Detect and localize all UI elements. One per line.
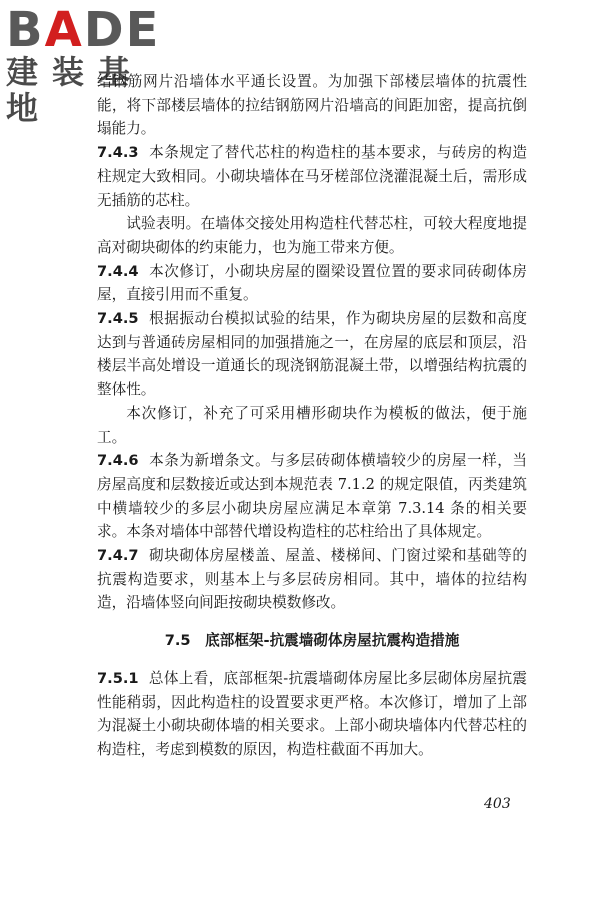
logo-subtitle: 建装基地	[6, 53, 145, 127]
page-number: 403	[484, 796, 511, 812]
logo-wordmark: BADE	[6, 2, 161, 58]
paragraph-text: 本次修订，小砌块房屋的圈梁设置位置的要求同砖砌体房屋，直接引用而不重复。	[97, 262, 527, 304]
paragraph-text: 本条为新增条文。与多层砖砌体横墙较少的房屋一样，当房屋高度和层数接近或达到本规范表 7.1.2 的规定限值，丙类建筑中横墙较少的多层小砌块房屋应满足本章第 7.3.14 条的相关要求。本条对墙体中部替代增设构造柱的芯柱给出了具体规定。	[97, 452, 527, 541]
paragraph-text: 本条规定了替代芯柱的构造柱的基本要求，与砖房的构造柱规定大致相同。小砌块墙体在马牙槎部位浇灌混凝土后，需形成无插筋的芯柱。	[97, 144, 527, 209]
clause-number: 7.4.7	[97, 547, 139, 565]
paragraph	[97, 667, 527, 762]
paragraph	[97, 260, 527, 307]
paragraph-group	[97, 70, 527, 615]
paragraph	[97, 402, 527, 449]
document-body	[97, 70, 527, 762]
section-title: 7.5 底部框架-抗震墙砌体房屋抗震构造措施	[164, 632, 460, 650]
paragraph	[97, 212, 527, 259]
paragraph-text: 试验表明。在墙体交接处用构造柱代替芯柱，可较大程度地提高对砌块砌体的约束能力，也为施工带来方便。	[97, 215, 527, 256]
paragraph	[97, 70, 527, 141]
clause-number: 7.4.5	[97, 310, 139, 328]
paragraph-text: 本次修订，补充了可采用槽形砌块作为模板的做法，便于施工。	[97, 404, 527, 446]
clause-number: 7.4.6	[97, 452, 139, 470]
clause-number: 7.4.3	[97, 144, 139, 162]
paragraph-text: 结钢筋网片沿墙体水平通长设置。为加强下部楼层墙体的抗震性能，将下部楼层墙体的拉结钢筋网片沿墙高的间距加密，提高抗倒塌能力。	[97, 73, 527, 138]
paragraph-text: 根据振动台模拟试验的结果，作为砌块房屋的层数和高度达到与普通砖房屋相同的加强措施之一，在房屋的底层和顶层，沿楼层半高处增设一道通长的现浇钢筋混凝土带，以增强结构抗震的整体性。	[97, 310, 527, 399]
paragraph	[97, 307, 527, 402]
clause-number: 7.5.1	[97, 669, 139, 687]
paragraph	[97, 544, 527, 615]
clause-number: 7.4.4	[97, 262, 139, 280]
paragraph-text: 砌块砌体房屋楼盖、屋盖、楼梯间、门窗过梁和基础等的抗震构造要求，则基本上与多层砖房相同。其中，墙体的拉结构造，沿墙体竖向间距按砌块模数修改。	[97, 547, 527, 612]
paragraph-text: 总体上看，底部框架-抗震墙砌体房屋比多层砌体房屋抗震性能稍弱，因此构造柱的设置要求更严格。本次修订，增加了上部为混凝土小砌块砌体墙的相关要求。上部小砌块墙体内代替芯柱的构造柱，考虑到模数的原因，构造柱截面不再加大。	[97, 669, 527, 758]
paragraph	[97, 449, 527, 544]
paragraph	[97, 141, 527, 212]
paragraph-group	[97, 667, 527, 762]
